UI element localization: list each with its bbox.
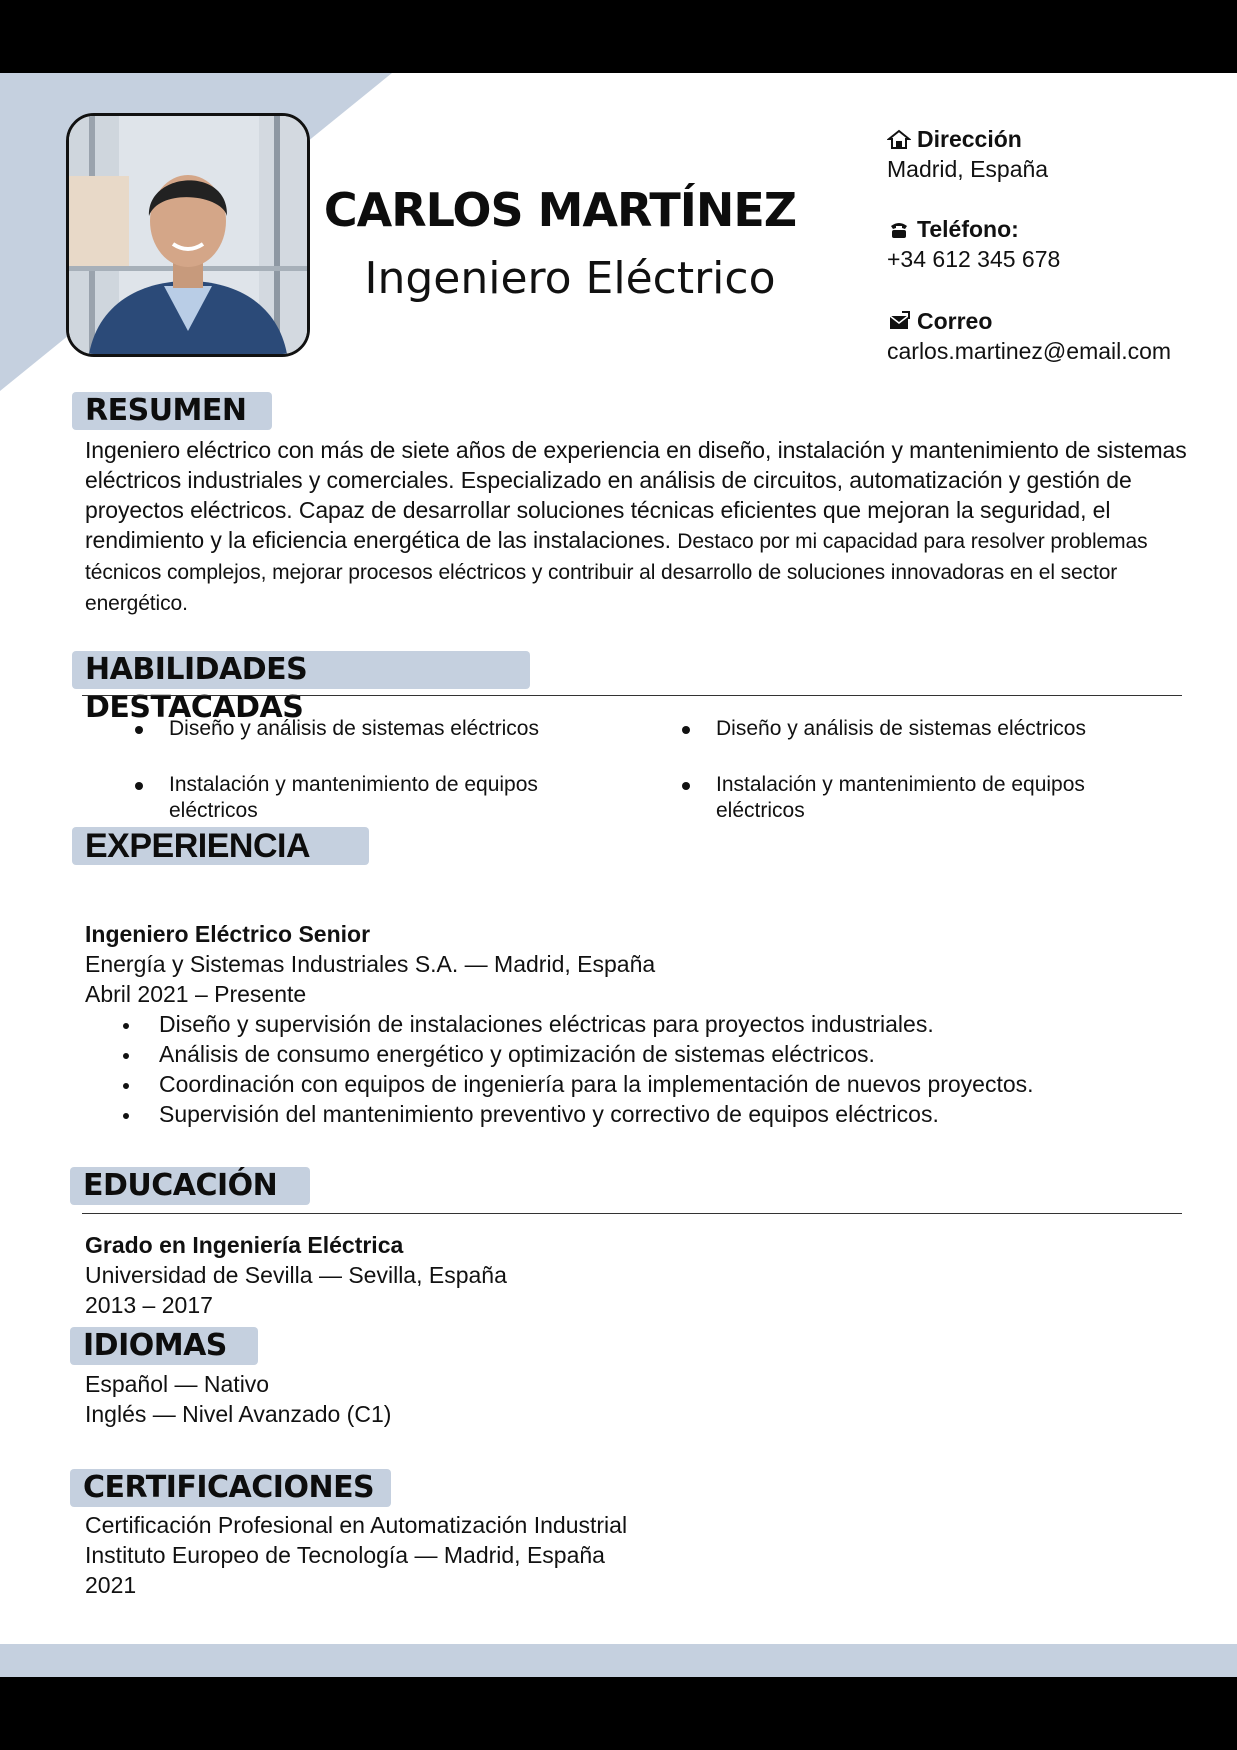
address-label-row xyxy=(887,124,1227,154)
summary-extra: Destaco por mi capacidad para resolver problemas técnicos complejos, mejorar procesos eléctricos y contribuir al desarrollo de soluciones innovadoras en el sector energético. xyxy=(85,530,1148,615)
skill-item: Diseño y análisis de sistemas eléctricos xyxy=(135,716,605,742)
profile-photo xyxy=(66,113,310,357)
phone-label: Teléfono: xyxy=(917,216,1019,242)
footer-band xyxy=(0,1644,1237,1677)
summary-text xyxy=(85,435,1195,618)
duty-item: Supervisión del mantenimiento preventivo y correctivo de equipos eléctricos. xyxy=(85,1099,1185,1129)
email-label-row xyxy=(887,306,1227,336)
skill-item: Diseño y análisis de sistemas eléctricos xyxy=(682,716,1152,742)
certification-entry xyxy=(85,1510,1185,1600)
skill-item: Instalación y mantenimiento de equipos eléctricos xyxy=(135,772,605,824)
resume-page xyxy=(0,73,1237,1677)
email-value: carlos.martinez@email.com xyxy=(887,338,1172,364)
section-languages-heading: IDIOMAS xyxy=(70,1327,258,1365)
phone-icon xyxy=(887,218,911,240)
experience-entry xyxy=(85,919,1185,1129)
duty-item: Análisis de consumo energético y optimización de sistemas eléctricos. xyxy=(85,1039,1185,1069)
address-value: Madrid, España xyxy=(887,156,1049,182)
section-certifications-heading: CERTIFICACIONES xyxy=(70,1469,391,1507)
education-entry xyxy=(85,1230,1185,1320)
language-item: Español — Nativo xyxy=(85,1371,270,1397)
section-skills-heading: HABILIDADES DESTACADAS xyxy=(72,651,530,689)
education-school: Universidad de Sevilla — Sevilla, España xyxy=(85,1262,507,1288)
mail-icon xyxy=(887,310,911,332)
certification-name: Certificación Profesional en Automatización Industrial xyxy=(85,1512,628,1538)
section-summary-heading: RESUMEN xyxy=(72,392,272,430)
skills-right-column xyxy=(682,716,1152,854)
skill-item: Instalación y mantenimiento de equipos eléctricos xyxy=(682,772,1152,824)
certification-year: 2021 xyxy=(85,1572,137,1598)
education-dates: 2013 – 2017 xyxy=(85,1292,213,1318)
certification-issuer: Instituto Europeo de Tecnología — Madrid, España xyxy=(85,1542,605,1568)
job-title: Ingeniero Eléctrico xyxy=(364,253,776,304)
skills-divider xyxy=(82,695,1182,696)
experience-role: Ingeniero Eléctrico Senior xyxy=(85,921,371,947)
address-label: Dirección xyxy=(917,126,1022,152)
education-divider xyxy=(82,1213,1182,1214)
contact-address xyxy=(887,124,1227,184)
duty-item: Diseño y supervisión de instalaciones eléctricas para proyectos industriales. xyxy=(85,1009,1185,1039)
duty-item: Coordinación con equipos de ingeniería para la implementación de nuevos proyectos. xyxy=(85,1069,1185,1099)
section-experience-heading: EXPERIENCIA xyxy=(72,827,369,865)
language-item: Inglés — Nivel Avanzado (C1) xyxy=(85,1401,392,1427)
languages-list xyxy=(85,1369,1185,1429)
candidate-name: CARLOS MARTÍNEZ xyxy=(323,183,797,237)
contact-phone xyxy=(887,214,1227,274)
summary-main: Ingeniero eléctrico con más de siete años de experiencia en diseño, instalación y mantenimiento de sistemas eléctricos industriales y comerciales. Especializado en análisis de circuitos, automatización y gestión de proyectos eléctricos. Capaz de desarrollar soluciones técnicas eficientes que mejoran la seguridad, el rendimiento y la eficiencia energética de las instalaciones. xyxy=(85,437,1187,553)
contact-email xyxy=(887,306,1227,366)
experience-company: Energía y Sistemas Industriales S.A. — Madrid, España xyxy=(85,951,656,977)
phone-label-row xyxy=(887,214,1227,244)
phone-value: +34 612 345 678 xyxy=(887,246,1061,272)
section-education-heading: EDUCACIÓN xyxy=(70,1167,310,1205)
education-degree: Grado en Ingeniería Eléctrica xyxy=(85,1232,404,1258)
experience-duties xyxy=(85,1009,1185,1129)
house-icon xyxy=(887,128,911,150)
experience-dates: Abril 2021 – Presente xyxy=(85,981,307,1007)
email-label: Correo xyxy=(917,308,993,334)
